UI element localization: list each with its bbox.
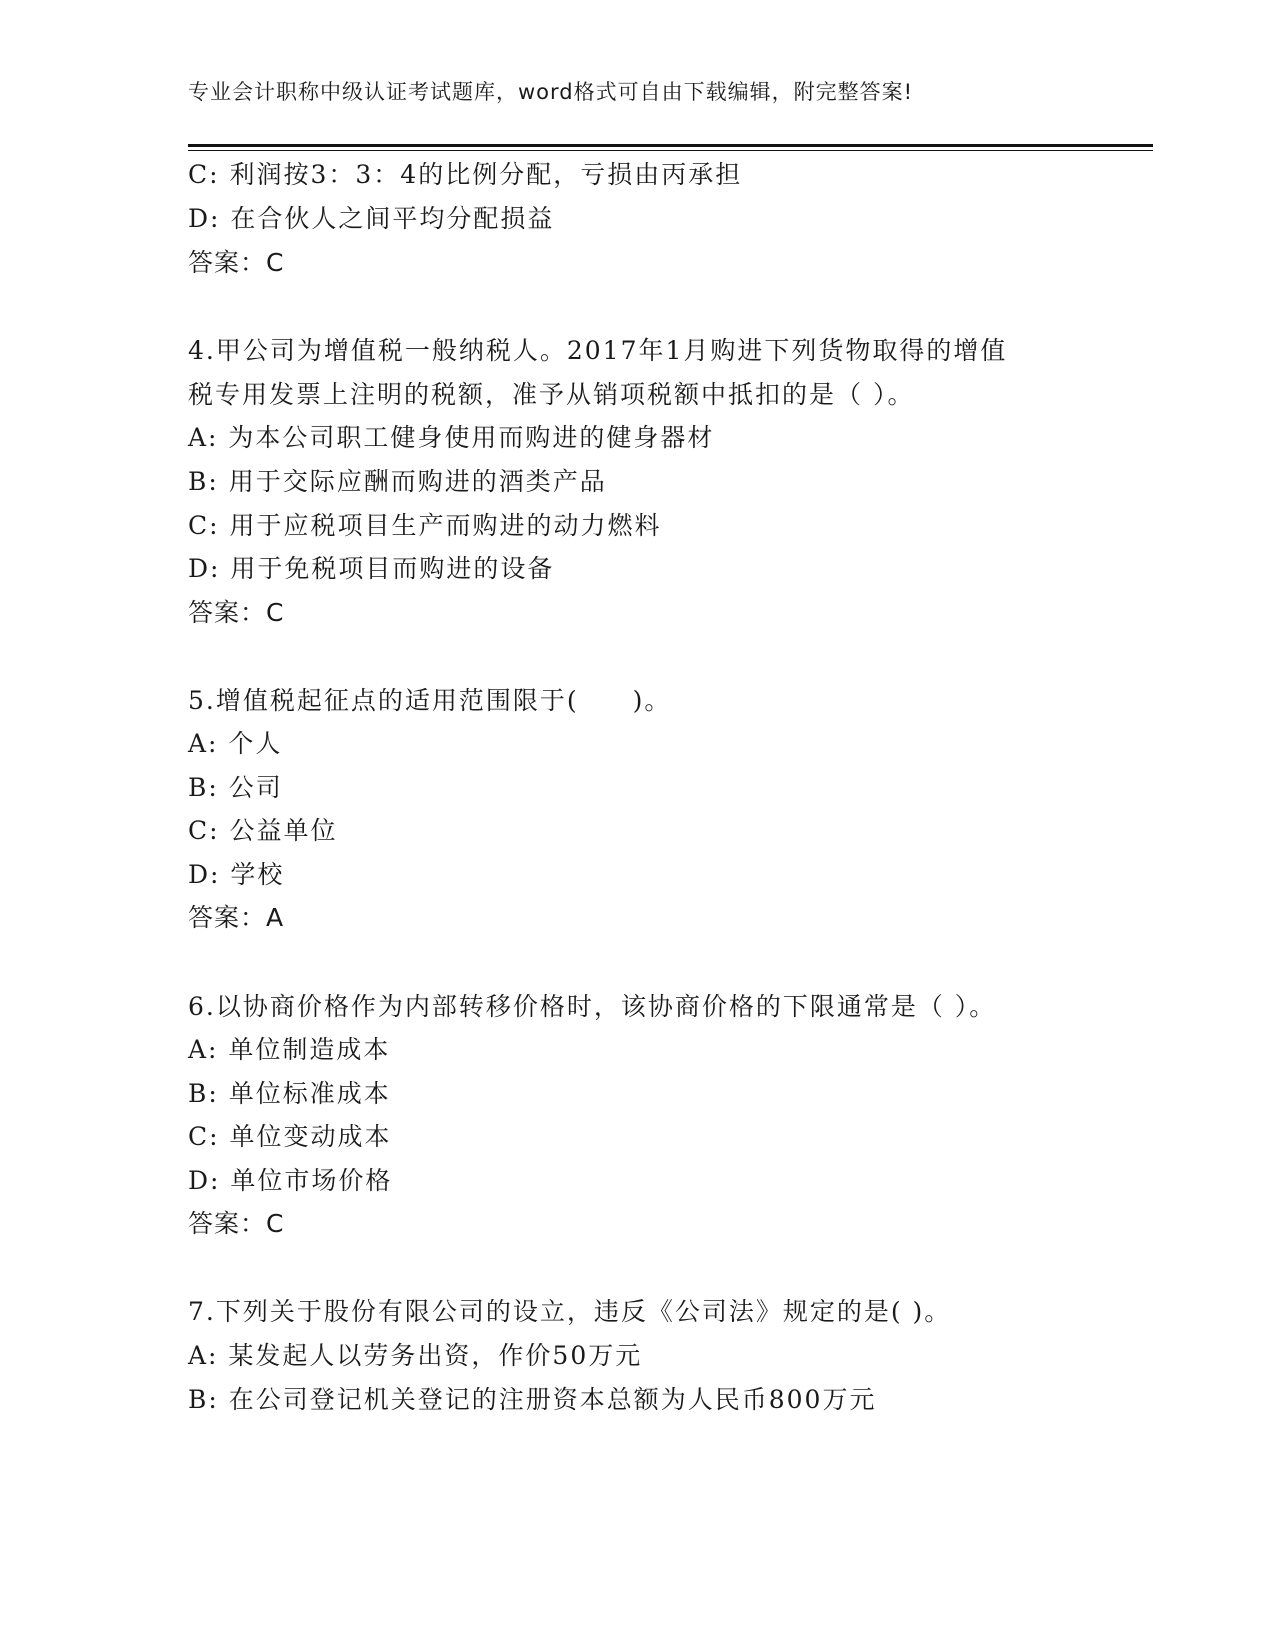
- option-line: C: 公益单位: [188, 816, 338, 845]
- option-line: A: 某发起人以劳务出资，作价50万元: [188, 1341, 643, 1370]
- answer-line: 答案：C: [188, 598, 285, 627]
- option-line: B: 公司: [188, 773, 283, 802]
- option-line: D: 单位市场价格: [188, 1166, 393, 1195]
- option-line: A: 个人: [188, 729, 283, 758]
- page-header: 专业会计职称中级认证考试题库，word格式可自由下载编辑，附完整答案!: [188, 80, 914, 104]
- option-line: D: 学校: [188, 860, 285, 889]
- option-line: B: 在公司登记机关登记的注册资本总额为人民币800万元: [188, 1385, 877, 1414]
- option-line: C: 利润按3：3：4的比例分配，亏损由丙承担: [188, 160, 743, 189]
- answer-line: 答案：C: [188, 248, 285, 277]
- question-stem: 5.增值税起征点的适用范围限于( )。: [188, 686, 672, 715]
- option-line: C: 用于应税项目生产而购进的动力燃料: [188, 511, 662, 540]
- option-line: B: 用于交际应酬而购进的酒类产品: [188, 467, 607, 496]
- answer-line: 答案：C: [188, 1209, 285, 1238]
- option-line: A: 单位制造成本: [188, 1035, 391, 1064]
- question-stem: 7.下列关于股份有限公司的设立，违反《公司法》规定的是( )。: [188, 1297, 952, 1326]
- option-line: D: 用于免税项目而购进的设备: [188, 554, 555, 583]
- header-divider-thin: [188, 150, 1153, 151]
- question-stem: 6.以协商价格作为内部转移价格时，该协商价格的下限通常是（ ）。: [188, 992, 997, 1021]
- option-line: D: 在合伙人之间平均分配损益: [188, 204, 555, 233]
- question-stem: 4.甲公司为增值税一般纳税人。2017年1月购进下列货物取得的增值: [188, 336, 1008, 365]
- option-line: C: 单位变动成本: [188, 1122, 392, 1151]
- answer-line: 答案：A: [188, 903, 285, 932]
- question-stem: 税专用发票上注明的税额，准予从销项税额中抵扣的是（ ）。: [188, 380, 915, 409]
- option-line: B: 单位标准成本: [188, 1079, 391, 1108]
- option-line: A: 为本公司职工健身使用而购进的健身器材: [188, 423, 715, 452]
- header-divider-thick: [188, 144, 1153, 147]
